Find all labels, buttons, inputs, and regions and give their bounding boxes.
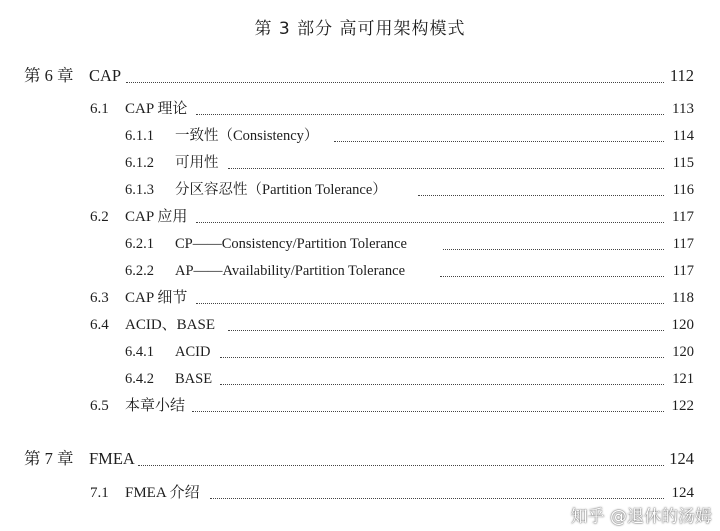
entry-title: FMEA: [89, 449, 135, 468]
leader-dots: [334, 141, 664, 142]
watermark: 知乎 @退休的汤姆: [570, 507, 712, 527]
entry-title: CAP 应用: [125, 209, 188, 225]
entry-number: 6.1.2: [125, 155, 154, 171]
entry-title: CP——Consistency/Partition Tolerance: [175, 236, 407, 252]
entry-page: 113: [672, 101, 694, 117]
entry-number: 6.1.3: [125, 182, 154, 198]
entry-page: 114: [672, 128, 694, 144]
leader-dots: [418, 195, 664, 196]
toc-entry-6-2[interactable]: [0, 206, 720, 228]
entry-title: 分区容忍性（Partition Tolerance）: [175, 182, 387, 198]
leader-dots: [192, 411, 664, 412]
page-title: 第 3 部分 高可用架构模式: [254, 19, 466, 39]
toc-entry-6-4[interactable]: [0, 314, 720, 336]
entry-page: 116: [672, 182, 694, 198]
entry-page: 122: [671, 398, 694, 414]
toc-entry-6-2-1[interactable]: [0, 233, 720, 255]
leader-dots: [126, 82, 664, 83]
entry-number: 6.1.1: [125, 128, 154, 144]
entry-number: 6.4.1: [125, 344, 154, 360]
leader-dots: [220, 357, 664, 358]
entry-title: CAP: [89, 66, 122, 85]
entry-page: 120: [672, 344, 694, 360]
entry-title: FMEA 介绍: [125, 485, 200, 501]
entry-number: 6.3: [90, 290, 109, 306]
leader-dots: [220, 384, 664, 385]
entry-title: CAP 理论: [125, 101, 188, 117]
entry-page: 124: [669, 449, 694, 468]
toc-entry-6-1[interactable]: [0, 98, 720, 120]
leader-dots: [196, 114, 664, 115]
entry-title: AP——Availability/Partition Tolerance: [175, 263, 406, 279]
leader-dots: [228, 168, 664, 169]
entry-number: 第 7 章: [24, 449, 74, 468]
leader-dots: [196, 303, 664, 304]
entry-page: 117: [672, 236, 694, 252]
entry-page: 118: [672, 290, 694, 306]
toc-entry-6-5[interactable]: [0, 395, 720, 417]
entry-number: 6.4: [90, 317, 109, 333]
toc-entry-6-1-1[interactable]: [0, 125, 720, 147]
toc-entry-7-1[interactable]: [0, 482, 720, 504]
entry-number: 6.1: [90, 101, 109, 117]
toc-entry-6-3[interactable]: [0, 287, 720, 309]
entry-number: 7.1: [90, 485, 109, 501]
toc-entry-6-1-2[interactable]: [0, 152, 720, 174]
entry-title: 一致性（Consistency）: [175, 128, 319, 144]
entry-number: 6.5: [90, 398, 109, 414]
entry-number: 6.4.2: [125, 371, 154, 387]
entry-title: BASE: [175, 371, 213, 387]
entry-page: 120: [671, 317, 694, 333]
entry-title: 可用性: [175, 155, 219, 171]
entry-page: 115: [672, 155, 694, 171]
entry-title: 本章小结: [125, 398, 186, 414]
entry-number: 第 6 章: [24, 66, 74, 85]
entry-page: 117: [672, 209, 694, 225]
leader-dots: [440, 276, 664, 277]
toc-entry-6-2-2[interactable]: [0, 260, 720, 282]
leader-dots: [210, 498, 664, 499]
leader-dots: [228, 330, 664, 331]
entry-number: 6.2: [90, 209, 109, 225]
leader-dots: [138, 465, 664, 466]
leader-dots: [196, 222, 664, 223]
entry-title: ACID、BASE: [125, 317, 216, 333]
entry-number: 6.2.2: [125, 263, 154, 279]
entry-title: CAP 细节: [125, 290, 188, 306]
entry-page: 124: [671, 485, 694, 501]
toc-entry-6-4-2[interactable]: [0, 368, 720, 390]
toc-entry-chapter-7[interactable]: [0, 449, 720, 471]
toc-entry-chapter-6[interactable]: [0, 66, 720, 88]
leader-dots: [443, 249, 664, 250]
entry-title: ACID: [175, 344, 211, 360]
entry-page: 112: [669, 66, 694, 85]
entry-page: 121: [672, 371, 694, 387]
entry-number: 6.2.1: [125, 236, 154, 252]
toc-entry-6-1-3[interactable]: [0, 179, 720, 201]
toc-entry-6-4-1[interactable]: [0, 341, 720, 363]
entry-page: 117: [672, 263, 694, 279]
